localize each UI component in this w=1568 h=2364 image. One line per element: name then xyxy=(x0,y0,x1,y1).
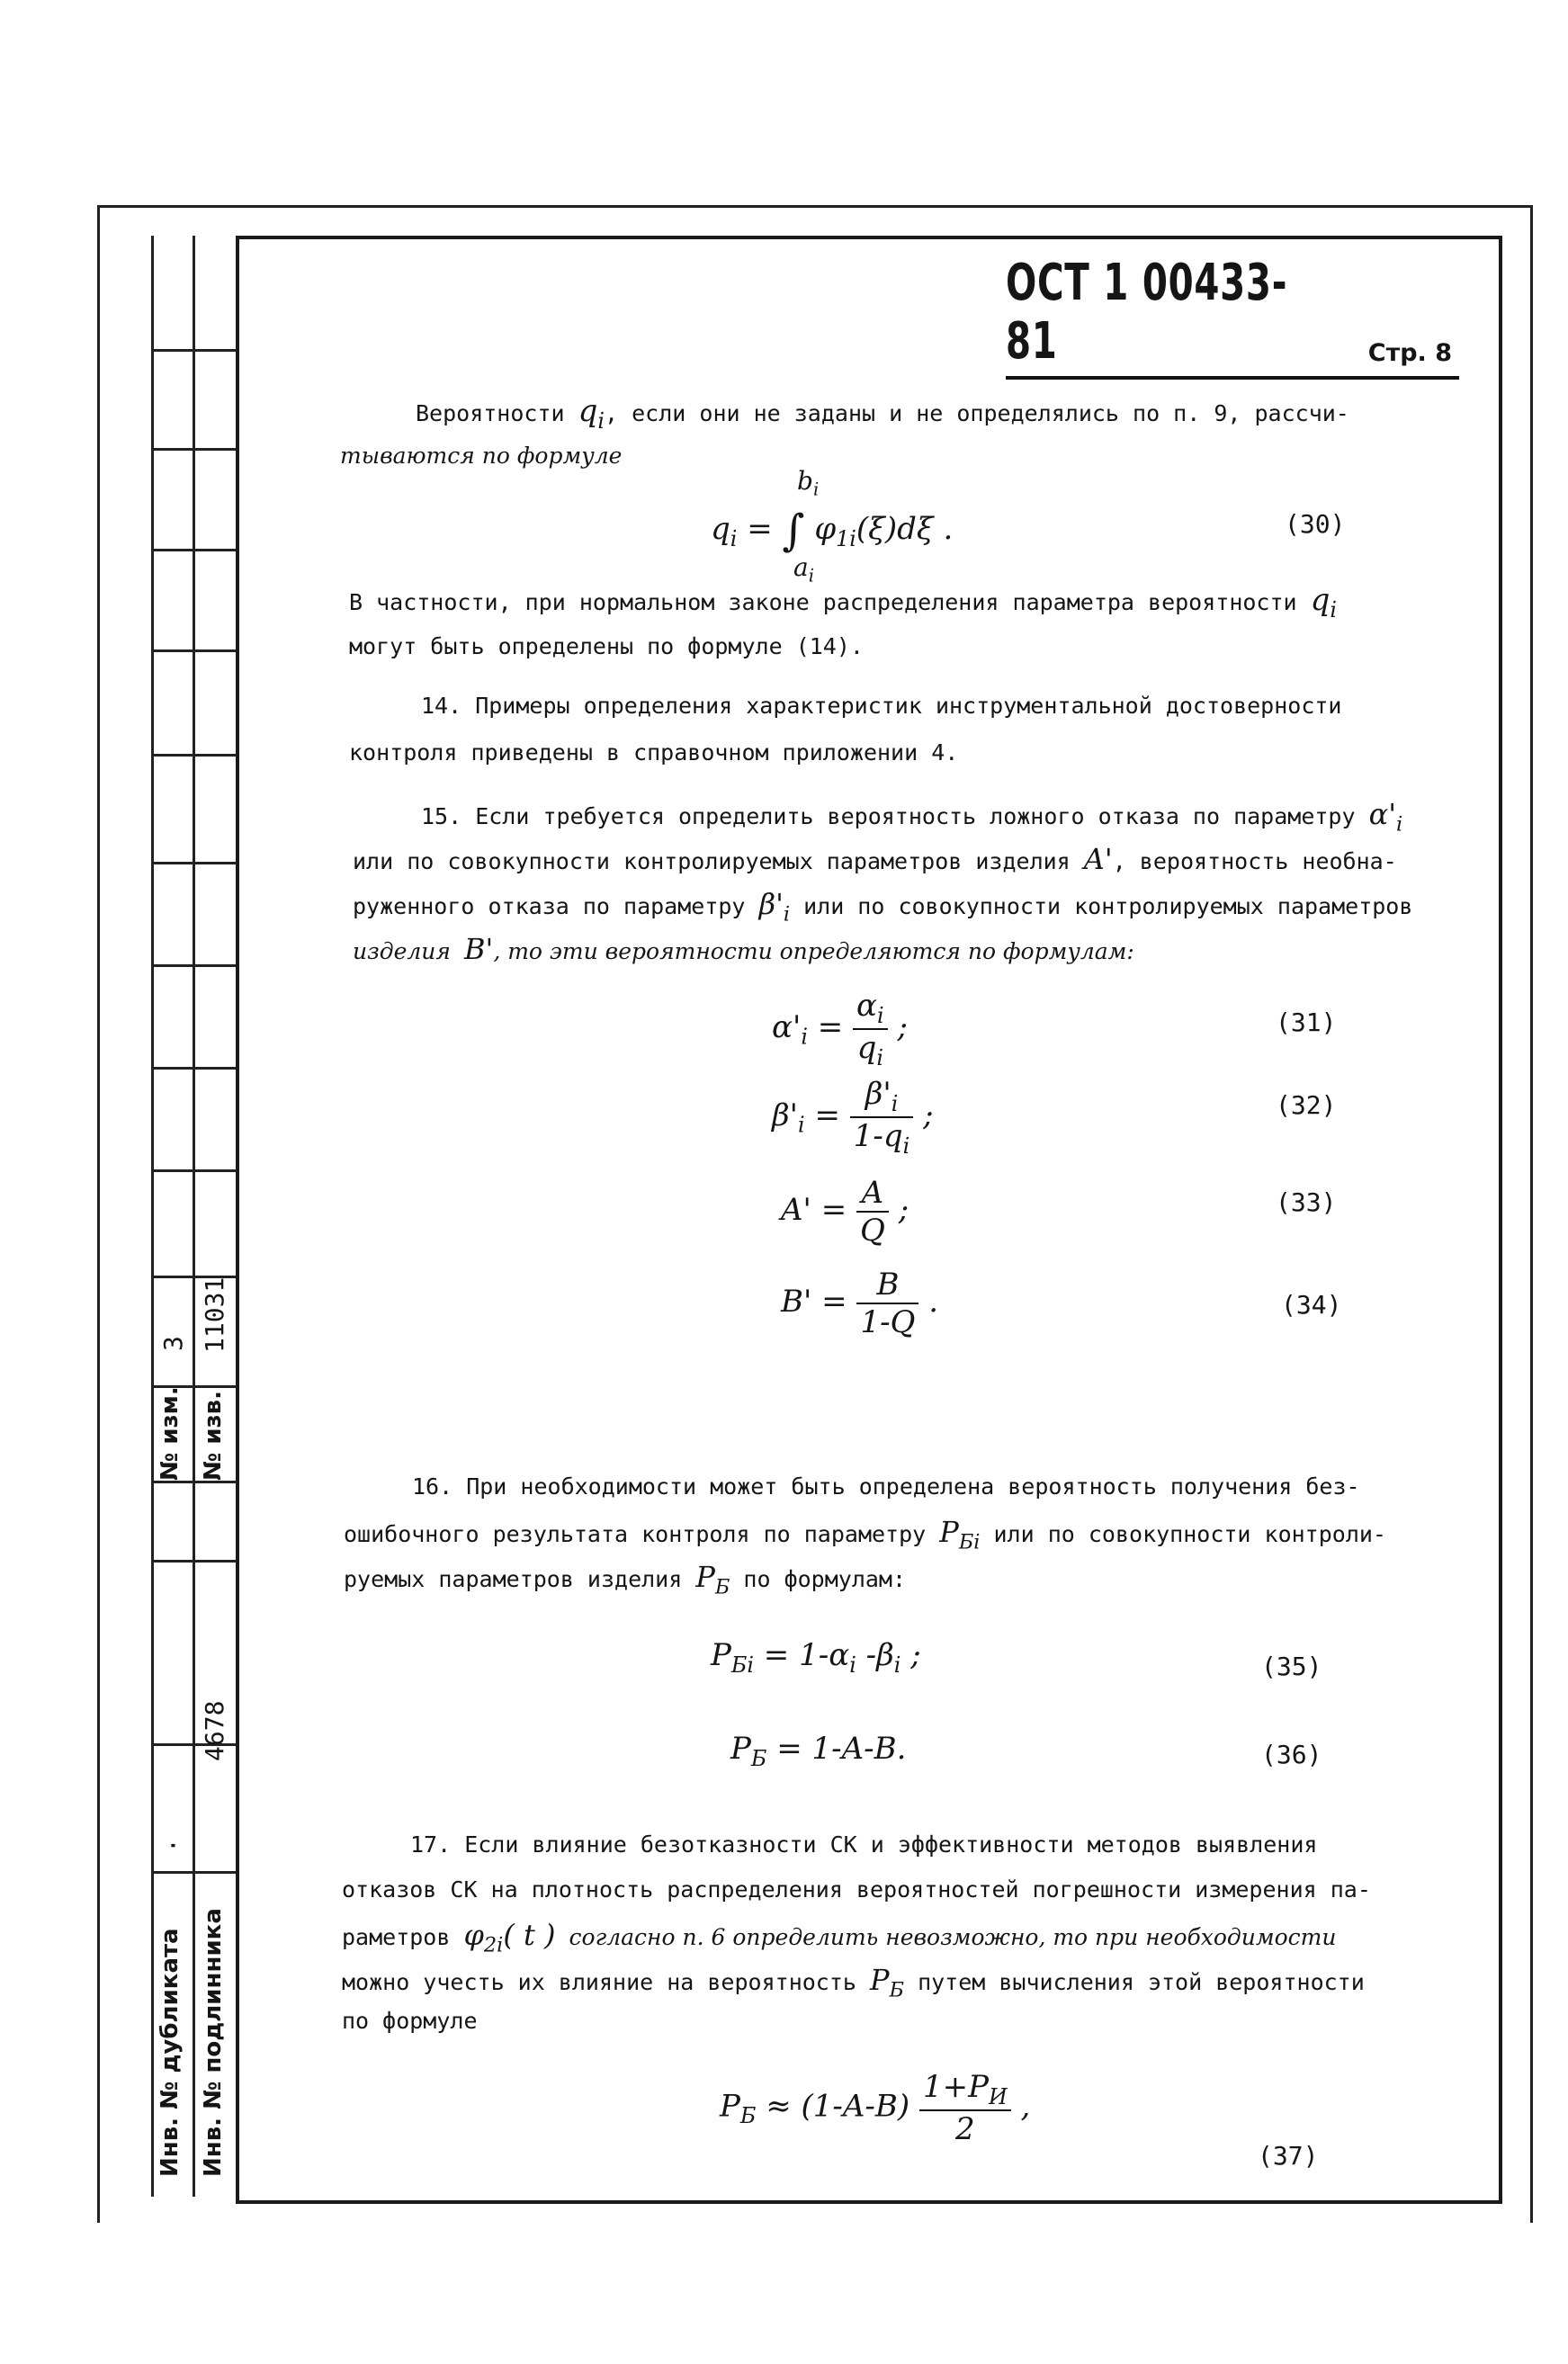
formula-33: A' = $\frac{A}{Q}$ ; xyxy=(781,1175,909,1249)
stamp-row-line xyxy=(151,649,236,652)
formula-34: B' = $\frac{B}{1-Q}$ . xyxy=(781,1267,939,1340)
equation-number: (37) xyxy=(1258,2141,1319,2171)
paragraph-line xyxy=(344,1554,906,1609)
inv-dubl-value: · xyxy=(158,1838,188,1853)
stamp-row-line xyxy=(151,349,236,352)
text: раметров xyxy=(342,1924,451,1950)
stamp-row-line xyxy=(151,1871,236,1874)
no-izm-label: № изм. xyxy=(157,1386,184,1481)
text: В частности, при нормальном законе распределения параметра вероятности xyxy=(349,589,1297,615)
formula-symbol: B' xyxy=(464,932,494,966)
formula-symbol: $\alpha'_i$ xyxy=(1368,797,1403,837)
text: руемых параметров изделия xyxy=(344,1566,683,1592)
equation-number: (36) xyxy=(1261,1740,1322,1769)
stamp-row-line xyxy=(151,862,236,864)
formula-32: $\beta'_i$ = $\frac{\beta'_i}{1-q_i}$ ; xyxy=(772,1076,934,1159)
formula-37: $P_Б \approx (1-A-B)$ $\frac{1+P_И}{2}$ , xyxy=(720,2069,1031,2147)
paragraph-line: 14. Примеры определения характеристик инструментальной достоверности xyxy=(421,693,1342,719)
formula-symbol: $P_{Бi}$ xyxy=(939,1515,981,1554)
paragraph-line: отказов СК на плотность распределения вероятностей погрешности измерения па- xyxy=(342,1876,1371,1903)
stamp-row-line xyxy=(151,549,236,551)
equation-number: (32) xyxy=(1276,1090,1337,1120)
paragraph-line: тываются по формуле xyxy=(340,443,623,469)
no-izv-value: 11031 xyxy=(200,1276,229,1353)
paragraph-line: 17. Если влияние безотказности СК и эффективности методов выявления xyxy=(410,1831,1318,1858)
paragraph-line xyxy=(353,927,1134,974)
page-number: Стр. 8 xyxy=(1367,339,1452,367)
inv-dubl-label: Инв. № дубликата xyxy=(157,1928,184,2177)
equation-number: (35) xyxy=(1261,1652,1322,1681)
paragraph-line: по формуле xyxy=(342,2008,478,2034)
formula-symbol: A' xyxy=(1083,842,1113,876)
paragraph-line: контроля приведены в справочном приложении 4. xyxy=(349,739,959,766)
equation-number: (30) xyxy=(1285,509,1346,539)
document-header xyxy=(1006,254,1459,380)
paragraph-line xyxy=(353,837,1397,884)
formula-symbol: $P_Б$ xyxy=(695,1560,730,1599)
paragraph-line: 16. При необходимости может быть определена вероятность получения без- xyxy=(412,1473,1360,1500)
text: или по совокупности контролируемых параметров изделия xyxy=(353,848,1071,874)
formula-31: $\alpha'_i$ = $\frac{\alpha_i}{q_i}$ ; xyxy=(772,988,908,1070)
text: изделия xyxy=(353,938,451,964)
text: , то эти вероятности определяются по формулам: xyxy=(493,938,1134,964)
text: можно учесть их влияние на вероятность xyxy=(342,1969,856,1995)
text: , вероятность необна- xyxy=(1112,848,1397,874)
no-izv-label: № изв. xyxy=(200,1391,227,1481)
text: согласно п. 6 определить невозможно, то при необходимости xyxy=(569,1924,1337,1950)
paragraph-line xyxy=(342,1957,1365,2012)
stamp-column-divider xyxy=(151,236,154,2197)
text: 15. Если требуется определить вероятность ложного отказа по параметру xyxy=(421,803,1356,829)
text: или по совокупности контролируемых параметров xyxy=(803,893,1413,919)
text: путем вычисления этой вероятности xyxy=(918,1969,1365,1995)
text: по формулам: xyxy=(743,1566,907,1592)
equation-number: (33) xyxy=(1276,1187,1337,1217)
inv-podl-label: Инв. № подлинника xyxy=(200,1908,227,2177)
stamp-row-line xyxy=(151,1560,236,1563)
stamp-row-line xyxy=(151,1481,236,1483)
text: , если они не заданы и не определялись по п. 9, рассчи- xyxy=(605,400,1349,426)
stamp-row-line xyxy=(151,1169,236,1172)
formula-symbol: $q_i$ xyxy=(578,393,605,434)
text: руженного отказа по параметру xyxy=(353,893,746,919)
formula-symbol: $\beta'_i$ xyxy=(758,887,791,927)
formula-symbol: $\varphi_{2i}$( t ) xyxy=(463,1918,556,1957)
formula-symbol: $P_Б$ xyxy=(870,1963,905,2002)
no-izm-value: 3 xyxy=(158,1336,188,1351)
stamp-row-line xyxy=(151,754,236,757)
text: ошибочного результата контроля по параметру xyxy=(344,1521,927,1547)
stamp-row-line xyxy=(151,448,236,451)
inv-podl-value: 4678 xyxy=(200,1700,229,1761)
standard-code: ОСТ 1 00433-81 xyxy=(1006,254,1288,371)
equation-number: (31) xyxy=(1276,1007,1337,1037)
stamp-row-line xyxy=(151,964,236,967)
formula-symbol: $q_i$ xyxy=(1310,582,1338,622)
formula-36: $P_Б = 1-A-B$. xyxy=(730,1731,907,1771)
text: Вероятности xyxy=(416,400,565,426)
equation-number: (34) xyxy=(1281,1290,1342,1320)
paragraph-line: могут быть определены по формуле (14). xyxy=(349,633,864,659)
stamp-column-divider xyxy=(193,236,195,2197)
text: или по совокупности контроли- xyxy=(993,1521,1386,1547)
formula-35: $P_{Бi} = 1-\alpha_i$ $-\beta_i$ ; xyxy=(711,1637,921,1678)
stamp-row-line xyxy=(151,1067,236,1070)
